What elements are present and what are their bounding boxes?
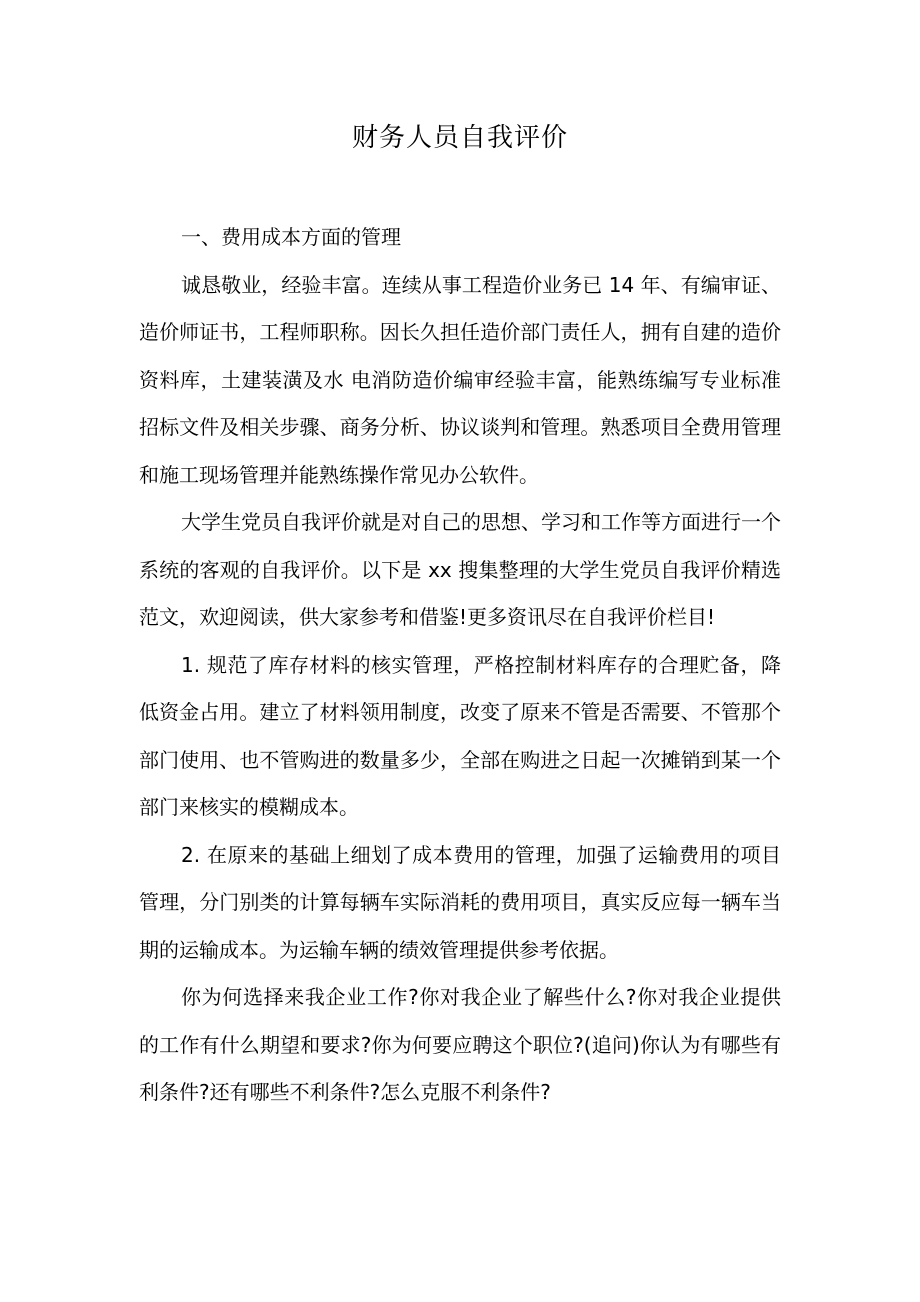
document-body (139, 214, 781, 1117)
paragraph-experience: 诚恳敬业，经验丰富。连续从事工程造价业务已 14 年、有编审证、造价师证书，工程师职称。因长久担任造价部门责任人，拥有自建的造价资料库，土建装潢及水 电消防造价编审经验丰富，能熟练编写专业标准招标文件及相关步骤、商务分析、协议谈判和管理。熟悉项目全费用管理和施工现场管理并能熟练操作常见办公软件。 (139, 272, 781, 487)
paragraph-item-1-inventory: 1. 规范了库存材料的核实管理，严格控制材料库存的合理贮备，降低资金占用。建立了材料领用制度，改变了原来不管是否需要、不管那个部门使用、也不管购进的数量多少，全部在购进之日起一次摊销到某一个部门来核实的模糊成本。 (139, 652, 781, 819)
paragraph-self-evaluation-intro: 大学生党员自我评价就是对自己的思想、学习和工作等方面进行一个系统的客观的自我评价。以下是 xx 搜集整理的大学生党员自我评价精选范文，欢迎阅读，供大家参考和借鉴!更多资讯尽在自我评价栏目! (139, 510, 781, 629)
paragraph-item-2-cost: 2. 在原来的基础上细划了成本费用的管理，加强了运输费用的项目管理，分门别类的计算每辆车实际消耗的费用项目，真实反应每一辆车当期的运输成本。为运输车辆的绩效管理提供参考依据。 (139, 842, 781, 962)
section-heading: 一、费用成本方面的管理 (181, 225, 401, 249)
paragraph-interview-questions: 你为何选择来我企业工作?你对我企业了解些什么?你对我企业提供的工作有什么期望和要求?你为何要应聘这个职位?(追问)你认为有哪些有利条件?还有哪些不利条件?怎么克服不利条件? (139, 985, 781, 1104)
document-title: 财务人员自我评价 (351, 123, 568, 153)
